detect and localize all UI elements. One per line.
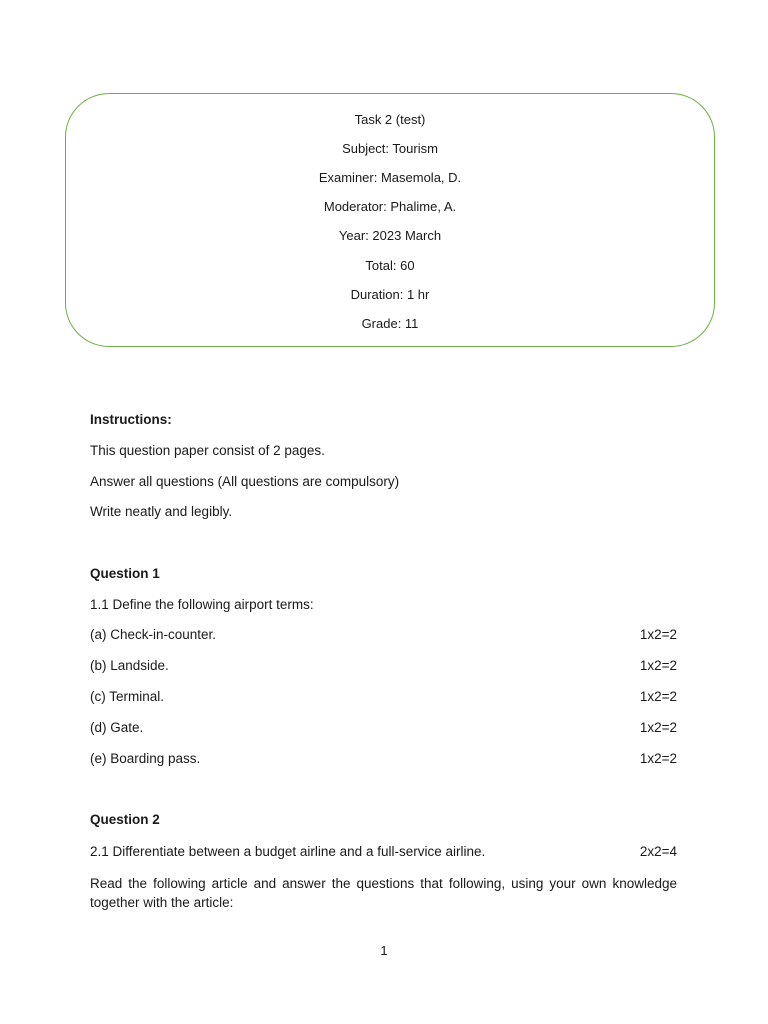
header-examiner: Examiner: Masemola, D. — [318, 170, 462, 185]
question-text: (d) Gate. — [90, 720, 144, 735]
exam-header-box — [65, 93, 715, 347]
question-marks: 1x2=2 — [639, 751, 677, 766]
header-duration: Duration: 1 hr — [350, 287, 430, 302]
question-text: 2.1 Differentiate between a budget airline and a full-service airline. — [90, 844, 486, 859]
instructions-heading: Instructions: — [90, 412, 172, 427]
instruction-item: Answer all questions (All questions are compulsory) — [90, 474, 400, 489]
question-text: (e) Boarding pass. — [90, 751, 201, 766]
question-marks: 2x2=4 — [639, 844, 677, 859]
header-grade: Grade: 11 — [361, 316, 419, 331]
question1-prompt: 1.1 Define the following airport terms: — [90, 597, 314, 612]
instruction-item: This question paper consist of 2 pages. — [90, 443, 325, 458]
question1-heading: Question 1 — [90, 566, 160, 581]
question-marks: 1x2=2 — [639, 689, 677, 704]
article-instruction-paragraph: Read the following article and answer the questions that following, using your own knowledge together with the article: — [90, 876, 677, 910]
question-marks: 1x2=2 — [639, 658, 677, 673]
header-subject: Subject: Tourism — [342, 141, 438, 156]
instruction-item: Write neatly and legibly. — [90, 504, 233, 519]
header-total: Total: 60 — [365, 258, 415, 273]
page-number: 1 — [380, 943, 388, 958]
header-moderator: Moderator: Phalime, A. — [323, 199, 457, 214]
question2-heading: Question 2 — [90, 812, 160, 827]
question-marks: 1x2=2 — [639, 627, 677, 642]
header-year: Year: 2023 March — [338, 228, 442, 243]
header-task: Task 2 (test) — [354, 112, 426, 127]
question-text: (c) Terminal. — [90, 689, 165, 704]
question-marks: 1x2=2 — [639, 720, 677, 735]
question-text: (b) Landside. — [90, 658, 169, 673]
question-text: (a) Check-in-counter. — [90, 627, 217, 642]
